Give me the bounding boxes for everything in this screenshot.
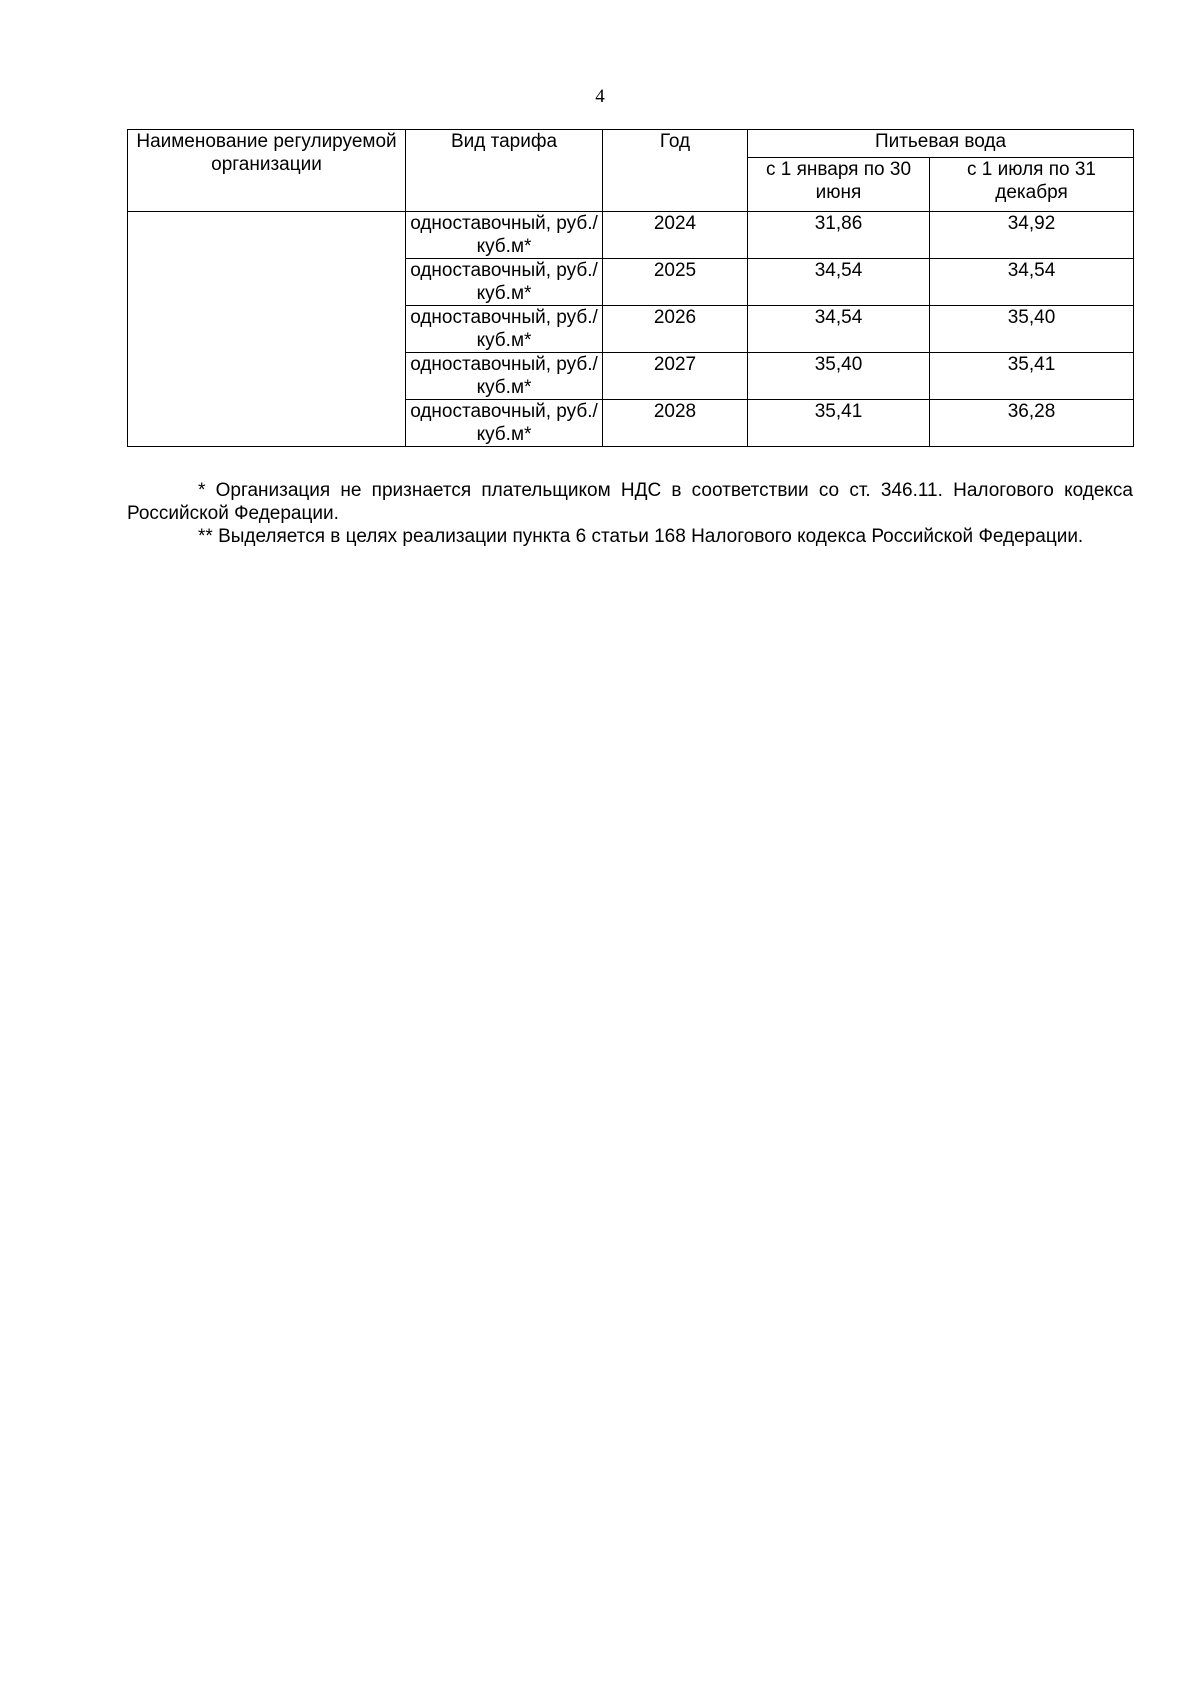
- first-half-value: 34,54: [748, 306, 930, 353]
- second-half-value: 34,92: [930, 212, 1134, 259]
- header-second-half: с 1 июля по 31 декабря: [930, 158, 1134, 212]
- header-first-half: с 1 января по 30 июня: [748, 158, 930, 212]
- second-half-value: 35,41: [930, 353, 1134, 400]
- second-half-value: 34,54: [930, 259, 1134, 306]
- year-cell: 2024: [603, 212, 748, 259]
- second-half-value: 35,40: [930, 306, 1134, 353]
- year-cell: 2027: [603, 353, 748, 400]
- header-year: Год: [603, 130, 748, 212]
- organization-cell: [128, 212, 406, 447]
- tariff-type-cell: одноставочный, руб./куб.м*: [406, 212, 603, 259]
- footnote-tax-code: ** Выделяется в целях реализации пункта 6 статьи 168 Налогового кодекса Российской Федерации.: [198, 526, 1084, 547]
- year-cell: 2026: [603, 306, 748, 353]
- header-drinking-water: Питьевая вода: [748, 130, 1134, 158]
- tariff-type-cell: одноставочный, руб./куб.м*: [406, 306, 603, 353]
- header-tariff-type: Вид тарифа: [406, 130, 603, 212]
- tariff-table: [127, 129, 1134, 447]
- first-half-value: 35,40: [748, 353, 930, 400]
- footnotes: [127, 479, 1133, 548]
- page-number: 4: [595, 86, 605, 107]
- first-half-value: 34,54: [748, 259, 930, 306]
- first-half-value: 35,41: [748, 400, 930, 447]
- tariff-type-cell: одноставочный, руб./куб.м*: [406, 259, 603, 306]
- footnote-vat-exemption: * Организация не признается плательщиком НДС в соответствии со ст. 346.11. Налогового кодекса Российской Федерации.: [127, 480, 1133, 524]
- year-cell: 2025: [603, 259, 748, 306]
- second-half-value: 36,28: [930, 400, 1134, 447]
- tariff-type-cell: одноставочный, руб./куб.м*: [406, 353, 603, 400]
- year-cell: 2028: [603, 400, 748, 447]
- table-row: [128, 212, 1134, 259]
- header-organization: Наименование регулируемой организации: [128, 130, 406, 212]
- first-half-value: 31,86: [748, 212, 930, 259]
- tariff-type-cell: одноставочный, руб./куб.м*: [406, 400, 603, 447]
